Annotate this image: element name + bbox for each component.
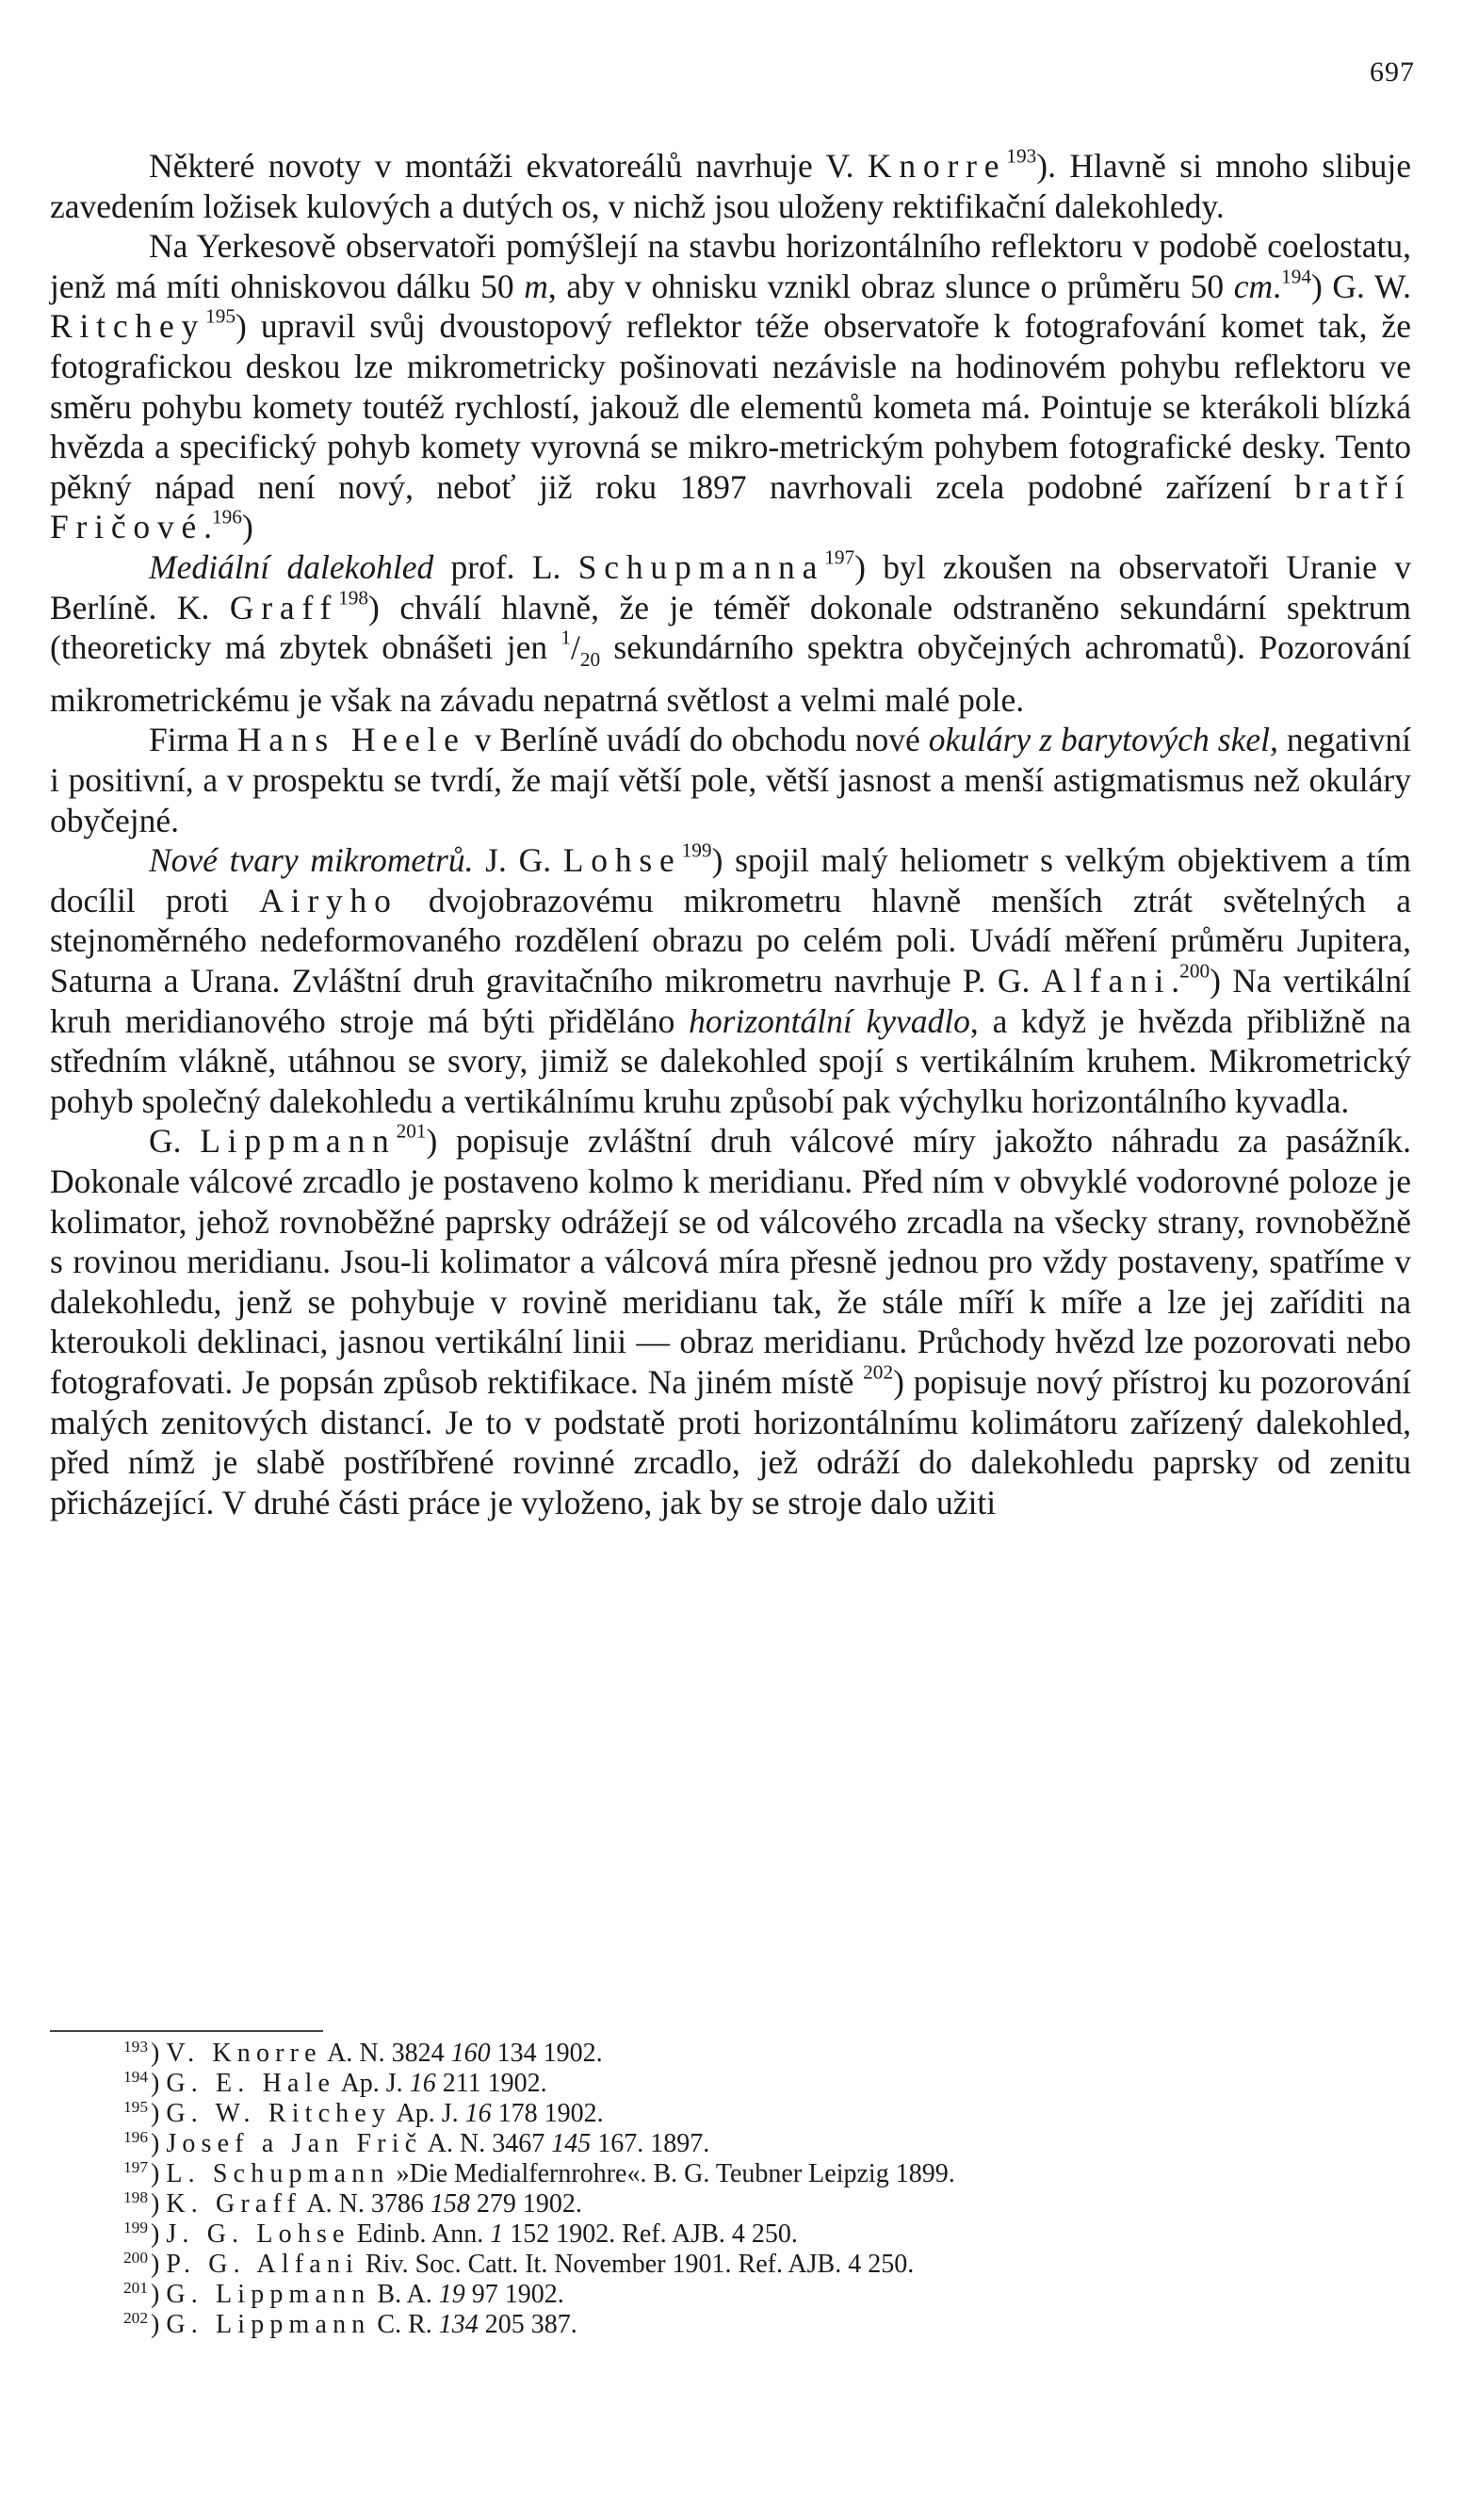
paragraph: [50, 547, 1411, 720]
footnote: 195 ) G. W. Ritchey Ap. J. 16 178 1902.: [122, 2097, 604, 2128]
text-run: ) G. W.: [1311, 267, 1411, 305]
footnote-author: K. Graff: [166, 2189, 301, 2219]
footnote-text: 211 1902.: [435, 2069, 547, 2098]
footnote-text: 97 1902.: [464, 2280, 564, 2309]
author-name: Ritchey: [50, 307, 206, 346]
footnote-ref: 193: [1006, 144, 1037, 168]
footnote: 196 ) Josef a Jan Frič A. N. 3467 145 167. 1897.: [122, 2127, 710, 2158]
author-name: Lippmann: [200, 1122, 397, 1161]
footnote: 198 ) K. Graff A. N. 3786 158 279 1902.: [122, 2187, 582, 2219]
footnote-text: Riv. Soc. Catt. It. November 1901. Ref. AJB. 4 250.: [358, 2250, 915, 2279]
footnote-volume: 134: [438, 2310, 479, 2339]
text-run: ) spojil malý heliometr s velkým objektivem a tím docílil proti: [50, 841, 1412, 919]
text-run: Na Yerkesově observatoři pomýšlejí na stavbu horizontálního reflektoru v podobě coelostatu, jenž má míti ohniskovou dálku 50: [50, 227, 1411, 305]
text-run: ) popisuje nový přístroj ku pozorování malých zenitových distancí. Je to v podstatě proti horizontálnímu kolimátoru zařízený dalekohled, před nímž je slabě postříbřené rovinné zrcadlo, jež odráží do dalekohledu paprsky od zenitu přicházející. V druhé části práce je vyloženo, jak by se stroje dalo užiti: [50, 1362, 1411, 1521]
footnote: 200 ) P. G. Alfani Riv. Soc. Catt. It. November 1901. Ref. AJB. 4 250.: [122, 2248, 915, 2279]
footnote-author: V. Knorre: [166, 2039, 322, 2068]
text-run: .: [1171, 961, 1180, 1000]
footnote-ref: 199: [681, 838, 712, 862]
text-run: prof. L.: [433, 547, 578, 586]
page-number: 697: [1370, 57, 1415, 88]
footnote-text: 167. 1897.: [591, 2129, 710, 2158]
footnote: 199 ) J. G. Lohse Edinb. Ann. 1 152 1902. Ref. AJB. 4 250.: [122, 2218, 798, 2249]
footnote-ref: 196: [212, 506, 242, 529]
footnote-text: 205 387.: [478, 2310, 577, 2339]
footnote: 201 ) G. Lippmann B. A. 19 97 1902.: [122, 2278, 564, 2309]
italic-term: horizontální kyvadlo: [689, 1001, 970, 1040]
text-run: J. G.: [473, 841, 563, 880]
footnote-volume: 145: [551, 2129, 592, 2158]
text-run: Firma: [149, 721, 237, 759]
footnote-ref: 202: [863, 1360, 894, 1384]
unit: m: [524, 267, 548, 305]
footnote-text: »Die Medialfernrohre«. B. G. Teubner Leipzig 1899.: [389, 2159, 955, 2188]
footnote-author: L. Schupmann: [166, 2159, 390, 2188]
text-run: ): [241, 508, 253, 546]
text-run: G.: [149, 1122, 201, 1161]
text-run: ) upravil svůj dvoustopový reflektor téže observatoře k fotografování komet tak, že fotografickou deskou lze mikrometricky pošinovati nezávisle na hodinovém pohybu reflektoru ve směru pohybu komety toutéž rychlostí, jakouž dle elementů kometa má. Pointuje se kterákoli blízká hvězda a specifický pohyb komety vyrovná se mikro-metrickým pohybem fotografické desky. Tento pěkný nápad není nový, neboť již roku 1897 navrhovali zcela podobné zařízení: [50, 307, 1411, 506]
footnote: 193 ) V. Knorre A. N. 3824 160 134 1902.: [122, 2037, 603, 2068]
company-name: Hans Heele: [236, 721, 466, 759]
italic-term: okuláry z barytových skel,: [928, 721, 1278, 759]
unit: cm: [1233, 267, 1274, 305]
footnote-text: Ap. J.: [335, 2069, 410, 2098]
footnote-text: 279 1902.: [469, 2189, 582, 2219]
italic-heading: Nové tvary mikrometrů.: [149, 841, 474, 880]
footnote-volume: 16: [409, 2069, 436, 2098]
text-run: .: [1273, 267, 1282, 305]
text-run: negativní i positivní, a v prospektu se tvrdí, že mají větší pole, větší jasnost a menší astigmatismus než okuláry obyčejné.: [50, 721, 1411, 839]
footnote-text: A. N. 3467: [422, 2129, 552, 2158]
footnote-text: C. R.: [370, 2310, 439, 2339]
footnote-text: A. N. 3786: [301, 2189, 430, 2219]
paragraph: [50, 146, 1411, 226]
footnote-text: B. A.: [370, 2280, 439, 2309]
text-run: ) popisuje zvláštní druh válcové míry jakožto náhradu za pasážník. Dokonale válcové zrcadlo je postaveno kolmo k meridianu. Před ním v obvyklé vodorovné poloze je kolimator, jehož rovnoběžné paprsky odrážejí se od válcového zrcadla na všecky strany, rovnoběžně s rovinou meridianu. Jsou-li kolimator a válcová míra přesně jednou pro vždy postaveny, spatříme v dalekohledu, jenž se pohybuje v rovině meridianu tak, že stále míří k míře a lze jej zaříditi na kteroukoli deklinaci, jasnou vertikální linii — obraz meridianu. Průchody hvězd lze pozorovati nebo fotografovati. Je popsán způsob rektifikace. Na jiném místě: [50, 1122, 1412, 1401]
author-name: Airyho: [259, 881, 398, 919]
text-run: ) chválí hlavně, že je téměř dokonale odstraněno sekundární spektrum (theoreticky má zbytek obnášeti jen: [50, 588, 1411, 667]
body-text: [50, 146, 1411, 1522]
footnote-ref: 200: [1179, 959, 1210, 983]
footnote-ref: 197: [824, 545, 855, 569]
author-name: Schupmanna: [577, 547, 825, 586]
paragraph: [50, 720, 1411, 840]
footnote-text: Edinb. Ann.: [349, 2219, 491, 2249]
italic-heading: Mediální dalekohled: [149, 547, 434, 586]
footnote-author: G. E. Hale: [166, 2069, 336, 2098]
footnote-author: P. G. Alfani: [166, 2250, 359, 2279]
footnote-ref: 195: [205, 305, 236, 329]
footnote: 197 ) L. Schupmann »Die Medialfernrohre«. B. G. Teubner Leipzig 1899.: [122, 2157, 955, 2188]
text-run: ) byl zkoušen na observatoři Uranie v Berlíně. K.: [50, 547, 1411, 626]
footnote-text: 134 1902.: [490, 2039, 603, 2068]
text-run: ). Hlavně si mnoho slibuje zavedením ložisek kulových a dutých os, v nichž jsou uloženy rektifikační dalekohledy.: [50, 147, 1411, 225]
footnote-ref: 198: [338, 586, 369, 610]
fraction-denominator: 20: [579, 648, 601, 672]
footnote-author: G. Lippmann: [166, 2310, 371, 2339]
footnote-separator: [50, 2030, 323, 2032]
text-run: dvojobrazovému mikrometru hlavně menších ztrát světelných a stejnoměrného nedeformovaného rozdělení obrazu po celém poli. Uvádí měření průměru Jupitera, Saturna a Urana. Zvláštní druh gravitačního mikrometru navrhuje P. G.: [50, 881, 1411, 1000]
text-run: , aby v ohnisku vznikl obraz slunce o průměru 50: [547, 267, 1234, 305]
footnote-volume: 160: [450, 2039, 491, 2068]
footnote-volume: 158: [430, 2189, 470, 2219]
author-name: Knorre: [867, 147, 1007, 185]
footnote-author: G. Lippmann: [166, 2280, 371, 2309]
paragraph: [50, 840, 1411, 1121]
author-name: Graff: [229, 588, 339, 626]
footnote-text: Ap. J.: [391, 2099, 465, 2128]
footnote-ref: 201: [396, 1120, 427, 1144]
footnote-author: Josef a Jan Frič: [166, 2129, 423, 2158]
footnote-text: 152 1902. Ref. AJB. 4 250.: [503, 2219, 798, 2249]
footnotes: [122, 2037, 1375, 2340]
footnote-ref: 194: [1281, 265, 1311, 288]
footnote-text: A. N. 3824: [321, 2039, 451, 2068]
footnote-author: J. G. Lohse: [166, 2219, 350, 2249]
footnote: 194 ) G. E. Hale Ap. J. 16 211 1902.: [122, 2067, 547, 2098]
text-run: sekundárního spektra obyčejných achromatů). Pozorování mikrometrickému je však na závadu nepatrná světlost a velmi malé pole.: [50, 628, 1411, 719]
footnote-author: G. W. Ritchey: [166, 2099, 392, 2128]
fraction-numerator: 1: [560, 626, 572, 649]
footnote-volume: 16: [464, 2099, 492, 2128]
paragraph: [50, 1121, 1411, 1522]
paragraph: [50, 226, 1411, 547]
footnote: 202 ) G. Lippmann C. R. 134 205 387.: [122, 2308, 577, 2339]
text-run: v Berlíně uvádí do obchodu nové: [465, 721, 929, 759]
author-name: Alfani: [1041, 961, 1172, 1000]
footnote-text: 178 1902.: [491, 2099, 604, 2128]
author-name: bratří Fričové: [50, 467, 1411, 546]
text-run: , a když je hvězda přibližně na středním vlákně, utáhnou se svory, jimiž se dalekohled spojí s vertikálním kruhem. Mikrometrický pohyb společný dalekohledu a vertikálnímu kruhu způsobí pak výchylku horizontálního kyvadla.: [50, 1001, 1412, 1120]
text-run: .: [203, 508, 212, 546]
author-name: Lohse: [562, 841, 682, 880]
text-run: ) Na vertikální kruh meridianového stroje má býti přiděláno: [50, 961, 1411, 1040]
text-run: Některé novoty v montáži ekvatoreálů navrhuje V.: [149, 147, 868, 185]
footnote-volume: 1: [490, 2219, 504, 2249]
footnote-volume: 19: [438, 2280, 465, 2309]
fraction: $^1/_{20}$: [560, 626, 601, 672]
